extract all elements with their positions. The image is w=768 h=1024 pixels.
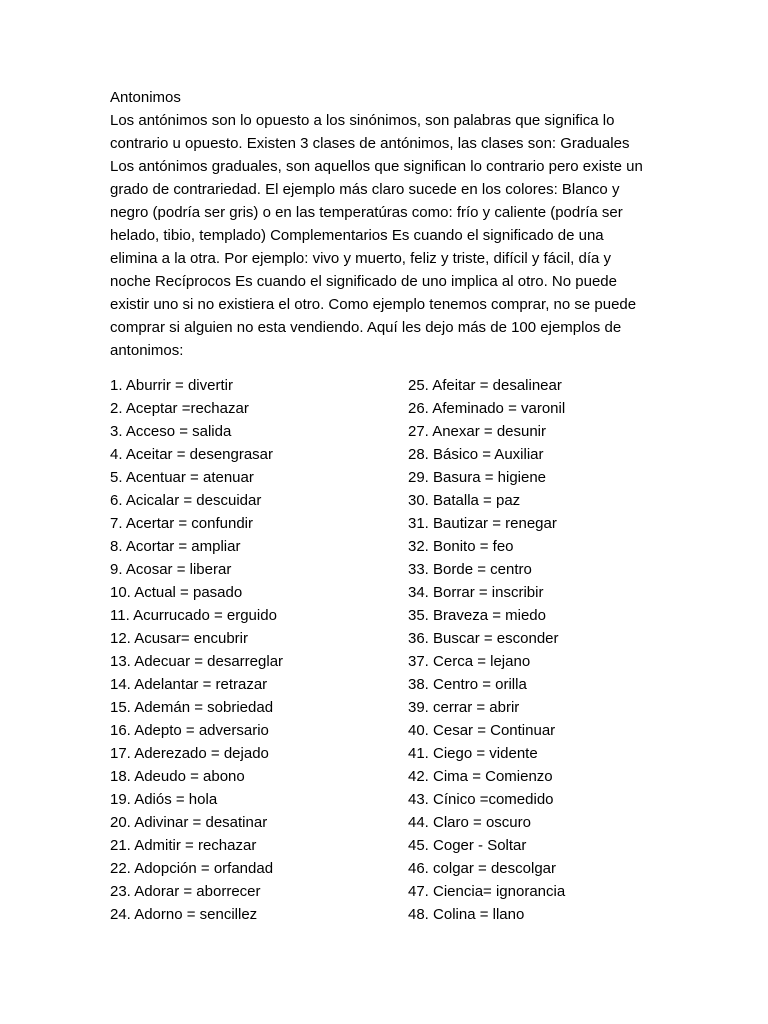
list-item: 41. Ciego = vidente — [408, 745, 538, 762]
list-item: 3. Acceso = salida — [110, 423, 232, 440]
list-item: 26. Afeminado = varonil — [408, 400, 566, 417]
list-item: 13. Adecuar = desarreglar — [110, 653, 284, 670]
list-item: 14. Adelantar = retrazar — [110, 676, 268, 693]
list-item: 19. Adiós = hola — [110, 791, 218, 808]
list-item: 39. cerrar = abrir — [408, 699, 520, 716]
list-item: 21. Admitir = rechazar — [110, 837, 257, 854]
list-item: 43. Cínico =comedido — [408, 791, 554, 808]
list-item: 22. Adopción = orfandad — [110, 860, 274, 877]
list-item: 47. Ciencia= ignorancia — [408, 883, 566, 900]
list-item: 42. Cima = Comienzo — [408, 768, 553, 785]
antonym-lists — [110, 374, 670, 926]
list-item: 28. Básico = Auxiliar — [408, 446, 544, 463]
document-body — [110, 86, 650, 362]
list-item: 38. Centro = orilla — [408, 676, 527, 693]
intro-paragraph: Los antónimos son lo opuesto a los sinónimos, son palabras que significa lo contrario u opuesto. Existen 3 clases de antónimos, las clases son: Graduales Los antónimos graduales, son aquellos que significan lo contrario pero existe un grado de contrariedad. El ejemplo más claro sucede en los colores: Blanco y negro (podría ser gris) o en las temperatúras como: frío y caliente (podría ser helado, tibio, templado) Complementarios Es cuando el significado de una elimina a la otra. Por ejemplo: vivo y muerto, feliz y triste, difícil y fácil, día y noche Recíprocos Es cuando el significado de uno implica al otro. No puede existir uno si no existiera el otro. Como ejemplo tenemos comprar, no se puede comprar si alguien no esta vendiendo. Aquí les dejo más de 100 ejemplos de antonimos: — [110, 112, 643, 359]
list-item: 31. Bautizar = renegar — [408, 515, 557, 532]
list-item: 18. Adeudo = abono — [110, 768, 245, 785]
list-item: 35. Braveza = miedo — [408, 607, 546, 624]
list-item: 45. Coger - Soltar — [408, 837, 527, 854]
list-item: 10. Actual = pasado — [110, 584, 243, 601]
list-item: 1. Aburrir = divertir — [110, 377, 233, 394]
list-item: 32. Bonito = feo — [408, 538, 514, 555]
list-item: 34. Borrar = inscribir — [408, 584, 544, 601]
list-item: 15. Ademán = sobriedad — [110, 699, 274, 716]
document-title: Antonimos — [110, 89, 181, 106]
list-item: 36. Buscar = esconder — [408, 630, 559, 647]
list-item: 30. Batalla = paz — [408, 492, 521, 509]
list-item: 44. Claro = oscuro — [408, 814, 531, 831]
list-item: 7. Acertar = confundir — [110, 515, 253, 532]
list-item: 6. Acicalar = descuidar — [110, 492, 262, 509]
list-item: 40. Cesar = Continuar — [408, 722, 556, 739]
antonym-list-right — [408, 374, 670, 926]
list-item: 11. Acurrucado = erguido — [110, 607, 277, 624]
list-item: 24. Adorno = sencillez — [110, 906, 258, 923]
list-item: 46. colgar = descolgar — [408, 860, 557, 877]
list-item: 20. Adivinar = desatinar — [110, 814, 268, 831]
list-item: 33. Borde = centro — [408, 561, 532, 578]
list-item: 5. Acentuar = atenuar — [110, 469, 254, 486]
list-item: 17. Aderezado = dejado — [110, 745, 269, 762]
list-item: 37. Cerca = lejano — [408, 653, 531, 670]
list-item: 25. Afeitar = desalinear — [408, 377, 562, 394]
list-item: 48. Colina = llano — [408, 906, 525, 923]
list-item: 8. Acortar = ampliar — [110, 538, 241, 555]
list-item: 29. Basura = higiene — [408, 469, 547, 486]
antonym-list-left — [110, 374, 408, 926]
list-item: 16. Adepto = adversario — [110, 722, 269, 739]
list-item: 2. Aceptar =rechazar — [110, 400, 249, 417]
list-item: 23. Adorar = aborrecer — [110, 883, 261, 900]
list-item: 27. Anexar = desunir — [408, 423, 547, 440]
list-item: 12. Acusar= encubrir — [110, 630, 248, 647]
list-item: 4. Aceitar = desengrasar — [110, 446, 274, 463]
list-item: 9. Acosar = liberar — [110, 561, 232, 578]
